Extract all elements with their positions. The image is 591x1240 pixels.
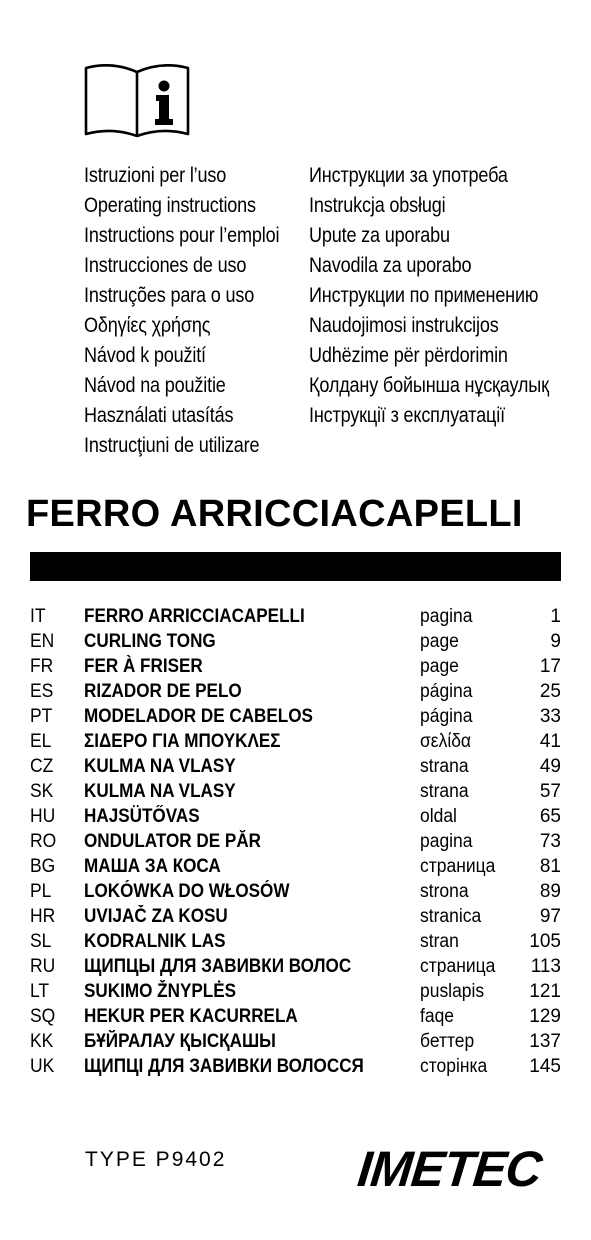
page-number: 57 bbox=[539, 781, 561, 802]
toc-row bbox=[30, 654, 561, 679]
language-code: ES bbox=[30, 681, 54, 702]
language-line: Udhëzime për përdorimin bbox=[309, 344, 508, 367]
section-title: KULMA NA VLASY bbox=[84, 756, 236, 777]
section-title: UVIJAČ ZA KOSU bbox=[84, 906, 228, 927]
toc-row bbox=[30, 729, 561, 754]
page-number: 81 bbox=[539, 856, 561, 877]
language-line: Інструкції з експлуатації bbox=[309, 404, 505, 427]
page-word: сторінка bbox=[420, 1056, 488, 1077]
page-number: 9 bbox=[550, 631, 561, 652]
page-number: 73 bbox=[539, 831, 561, 852]
toc-row bbox=[30, 979, 561, 1004]
language-code: HR bbox=[30, 906, 56, 927]
instructions-languages-left bbox=[84, 161, 311, 461]
toc-row bbox=[30, 754, 561, 779]
language-code: FR bbox=[30, 656, 54, 677]
divider-bar bbox=[30, 552, 561, 581]
toc-row bbox=[30, 1029, 561, 1054]
toc-row bbox=[30, 854, 561, 879]
language-code: CZ bbox=[30, 756, 54, 777]
language-line: Instructions pour l’emploi bbox=[84, 224, 280, 247]
language-code: EN bbox=[30, 631, 55, 652]
page-number: 65 bbox=[539, 806, 561, 827]
language-line: Operating instructions bbox=[84, 194, 256, 217]
page-word: stranica bbox=[420, 906, 482, 927]
toc-row bbox=[30, 804, 561, 829]
section-title: KODRALNIK LAS bbox=[84, 931, 226, 952]
page-word: pagina bbox=[420, 606, 473, 627]
page-word: puslapis bbox=[420, 981, 485, 1002]
language-code: RO bbox=[30, 831, 57, 852]
model-type: TYPE P9402 bbox=[85, 1148, 227, 1171]
language-line: Instrucţiuni de utilizare bbox=[84, 434, 260, 457]
toc-row bbox=[30, 829, 561, 854]
page-word: σελίδα bbox=[420, 731, 472, 752]
language-code: HU bbox=[30, 806, 56, 827]
page-number: 17 bbox=[539, 656, 561, 677]
page-number: 41 bbox=[539, 731, 561, 752]
page-number: 97 bbox=[539, 906, 561, 927]
page-number: 137 bbox=[529, 1031, 561, 1052]
language-code: SQ bbox=[30, 1006, 56, 1027]
page-word: página bbox=[420, 706, 473, 727]
toc-row bbox=[30, 929, 561, 954]
language-line: Инструкции за употреба bbox=[309, 164, 508, 187]
language-code: EL bbox=[30, 731, 52, 752]
toc-row bbox=[30, 954, 561, 979]
page-number: 49 bbox=[539, 756, 561, 777]
page-word: stran bbox=[420, 931, 459, 952]
language-line: Naudojimosi instrukcijos bbox=[309, 314, 499, 337]
page-number: 129 bbox=[529, 1006, 561, 1027]
page-word: faqe bbox=[420, 1006, 455, 1027]
toc-row bbox=[30, 1004, 561, 1029]
page-word: strana bbox=[420, 756, 469, 777]
language-line: Návod k použití bbox=[84, 344, 206, 367]
section-title: LOKÓWKA DO WŁOSÓW bbox=[84, 881, 290, 902]
section-title: KULMA NA VLASY bbox=[84, 781, 236, 802]
language-code: PT bbox=[30, 706, 53, 727]
page-word: strona bbox=[420, 881, 469, 902]
toc-row bbox=[30, 904, 561, 929]
language-code: IT bbox=[30, 606, 46, 627]
page-word: страница bbox=[420, 856, 496, 877]
language-line: Használati utasítás bbox=[84, 404, 234, 427]
toc-row bbox=[30, 604, 561, 629]
page-word: pagina bbox=[420, 831, 473, 852]
language-line: Upute za uporabu bbox=[309, 224, 450, 247]
page-word: беттер bbox=[420, 1031, 475, 1052]
page-number: 33 bbox=[539, 706, 561, 727]
section-title: БҰЙРАЛАУ ҚЫСҚАШЫ bbox=[84, 1031, 276, 1052]
table-of-contents bbox=[30, 604, 561, 1079]
language-code: LT bbox=[30, 981, 50, 1002]
page-number: 25 bbox=[539, 681, 561, 702]
page-word: oldal bbox=[420, 806, 457, 827]
language-line: Οδηγίες χρήσης bbox=[84, 314, 211, 337]
toc-row bbox=[30, 779, 561, 804]
section-title: FER À FRISER bbox=[84, 656, 203, 677]
info-manual-icon bbox=[84, 64, 190, 138]
page-word: strana bbox=[420, 781, 469, 802]
language-line: Instrucciones de uso bbox=[84, 254, 247, 277]
section-title: HEKUR PER KACURRELA bbox=[84, 1006, 298, 1027]
brand-logo: IMETEC bbox=[355, 1141, 544, 1197]
language-line: Návod na použitie bbox=[84, 374, 226, 397]
section-title: RIZADOR DE PELO bbox=[84, 681, 242, 702]
page-number: 145 bbox=[529, 1056, 561, 1077]
section-title: HAJSÜTŐVAS bbox=[84, 806, 200, 827]
section-title: ЩИПЦІ ДЛЯ ЗАВИВКИ ВОЛОССЯ bbox=[84, 1056, 364, 1077]
page-number: 113 bbox=[530, 956, 561, 977]
toc-row bbox=[30, 679, 561, 704]
page-number: 1 bbox=[550, 606, 561, 627]
toc-row bbox=[30, 629, 561, 654]
toc-row bbox=[30, 879, 561, 904]
language-code: PL bbox=[30, 881, 52, 902]
section-title: SUKIMO ŽNYPLĖS bbox=[84, 981, 237, 1002]
section-title: ONDULATOR DE PĂR bbox=[84, 831, 262, 852]
section-title: ЩИПЦЫ ДЛЯ ЗАВИВКИ ВОЛОС bbox=[84, 956, 352, 977]
toc-row bbox=[30, 704, 561, 729]
language-code: SL bbox=[30, 931, 52, 952]
page-word: página bbox=[420, 681, 473, 702]
page-number: 89 bbox=[539, 881, 561, 902]
section-title: ΣΙΔΕΡΟ ΓΙΑ ΜΠΟΥΚΛΕΣ bbox=[84, 731, 281, 752]
language-code: KK bbox=[30, 1031, 54, 1052]
language-line: Инструкции по применению bbox=[309, 284, 539, 307]
section-title: CURLING TONG bbox=[84, 631, 216, 652]
language-code: UK bbox=[30, 1056, 55, 1077]
section-title: МАША ЗА КОСА bbox=[84, 856, 221, 877]
language-line: Istruzioni per l’uso bbox=[84, 164, 227, 187]
language-line: Navodila za uporabo bbox=[309, 254, 472, 277]
language-line: Instrukcja obsługi bbox=[309, 194, 446, 217]
language-code: BG bbox=[30, 856, 56, 877]
language-code: RU bbox=[30, 956, 56, 977]
section-title: MODELADOR DE CABELOS bbox=[84, 706, 313, 727]
page-word: page bbox=[420, 631, 459, 652]
page-number: 121 bbox=[529, 981, 561, 1002]
page-word: страница bbox=[420, 956, 496, 977]
section-title: FERRO ARRICCIACAPELLI bbox=[84, 606, 305, 627]
page-word: page bbox=[420, 656, 459, 677]
page-number: 105 bbox=[529, 931, 561, 952]
instructions-languages-right bbox=[309, 161, 588, 431]
toc-row bbox=[30, 1054, 561, 1079]
language-code: SK bbox=[30, 781, 54, 802]
product-title: FERRO ARRICCIACAPELLI bbox=[26, 493, 523, 535]
language-line: Instruções para o uso bbox=[84, 284, 255, 307]
language-line: Қолдану бойынша нұсқаулық bbox=[309, 374, 549, 397]
